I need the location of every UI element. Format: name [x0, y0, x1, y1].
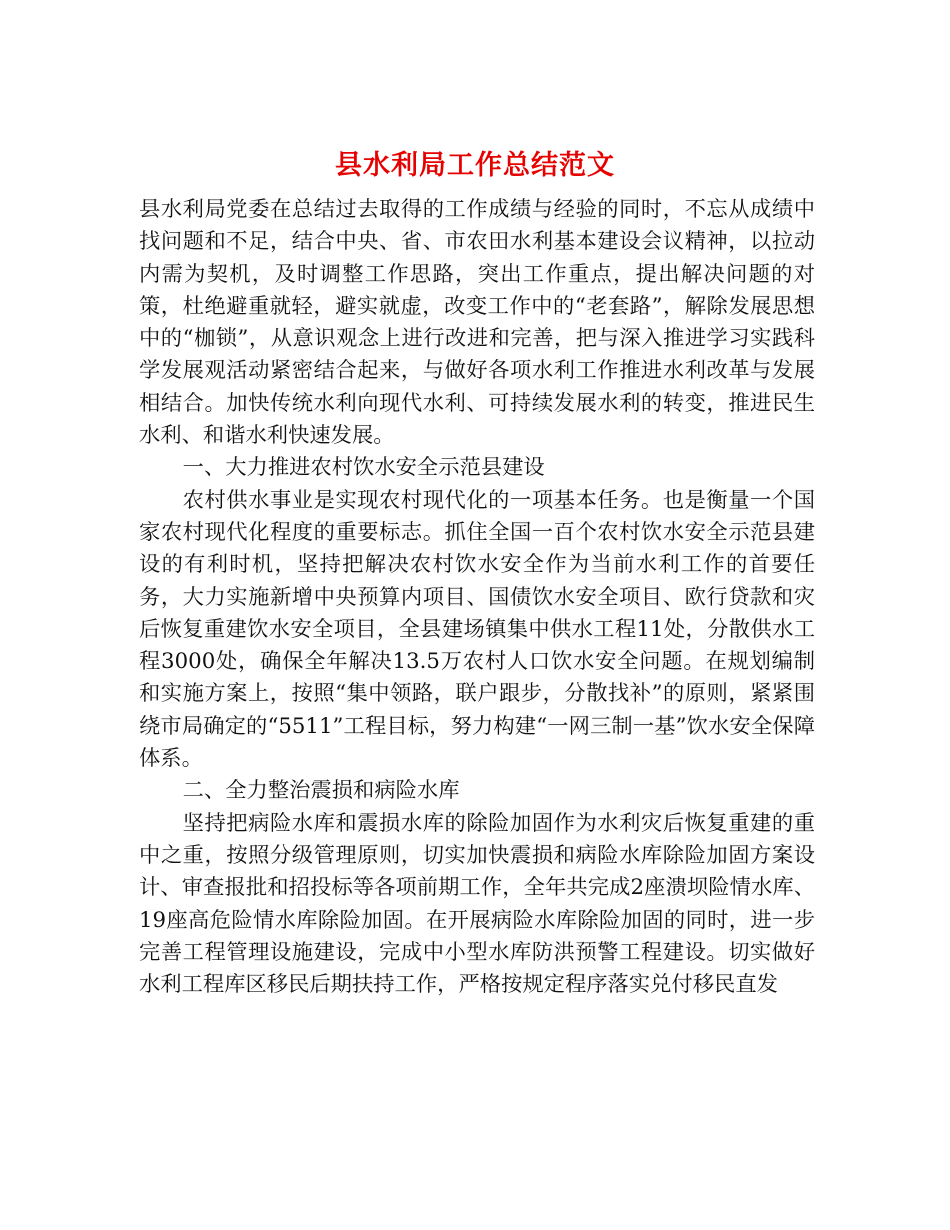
section-heading-2: 二、全力整治震损和病险水库 — [182, 778, 460, 804]
section-1-paragraph: 农村供水事业是实现农村现代化的一项基本任务。也是衡量一个国家农村现代化程度的重要标志。抓住全国一百个农村饮水安全示范县建设的有利时机，坚持把解决农村饮水安全作为当前水利工作的首要任务，大力实施新增中央预算内项目、国债饮水安全项目、欧行贷款和灾后恢复重建饮水安全项目，全县建场镇集中供水工程11处，分散供水工程3000处，确保全年解决13.5万农村人口饮水安全问题。在规划编制和实施方案上，按照“集中领路，联户跟步，分散找补”的原则，紧紧围绕市局确定的“5511”工程目标，努力构建“一网三制一基”饮水安全保障体系。 — [139, 487, 815, 772]
document-title: 县水利局工作总结范文 — [335, 150, 615, 182]
section-2-paragraph: 坚持把病险水库和震损水库的除险加固作为水利灾后恢复重建的重中之重，按照分级管理原则，切实加快震损和病险水库除险加固方案设计、审查报批和招投标等各项前期工作，全年共完成2座溃坝险情水库、19座高危险情水库除险加固。在开展病险水库除险加固的同时，进一步完善工程管理设施建设，完成中小型水库防洪预警工程建设。切实做好水利工程库区移民后期扶持工作，严格按规定程序落实兑付移民直发 — [139, 810, 815, 998]
section-heading-1: 一、大力推进农村饮水安全示范县建设 — [182, 455, 545, 481]
document-body — [139, 194, 815, 1001]
intro-paragraph: 县水利局党委在总结过去取得的工作成绩与经验的同时，不忘从成绩中找问题和不足，结合中央、省、市农田水利基本建设会议精神，以拉动内需为契机，及时调整工作思路，突出工作重点，提出解决问题的对策，杜绝避重就轻，避实就虚，改变工作中的“老套路”，解除发展思想中的“枷锁”，从意识观念上进行改进和完善，把与深入推进学习实践科学发展观活动紧密结合起来，与做好各项水利工作推进水利改革与发展相结合。加快传统水利向现代水利、可持续发展水利的转变，推进民生水利、和谐水利快速发展。 — [139, 197, 815, 449]
